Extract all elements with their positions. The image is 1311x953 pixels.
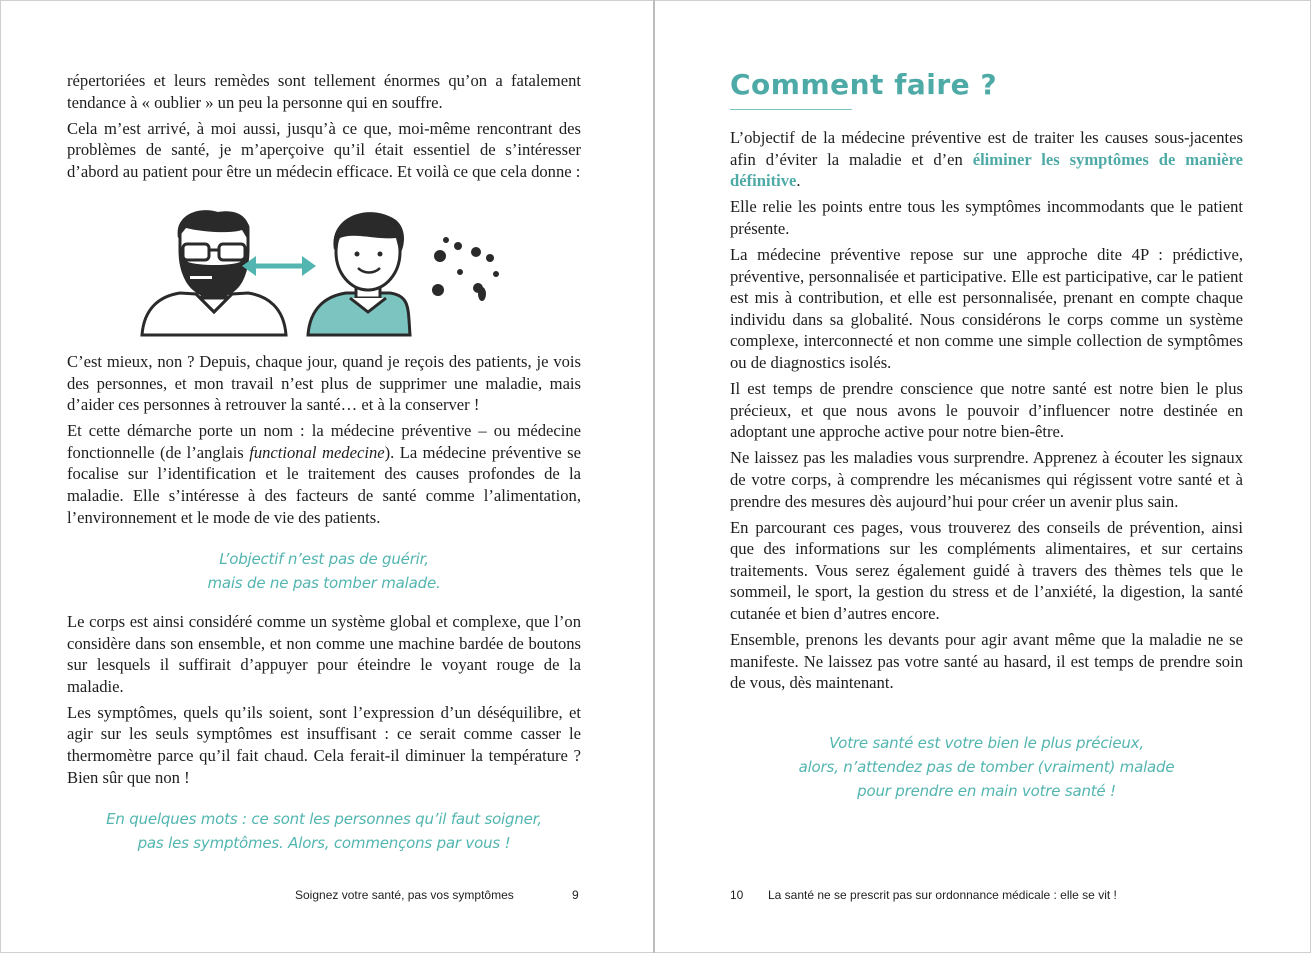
doctor-figure bbox=[142, 210, 286, 335]
paragraph: Le corps est ainsi considéré comme un système global et complexe, que l’on considère dans son ensemble, et non comme une machine bardée de boutons sur lesquels il suffirait d’appuyer pour éteindre le voyant rouge de la maladie. bbox=[67, 612, 581, 696]
quote-line: mais de ne pas tomber malade. bbox=[207, 574, 441, 592]
running-footer-title: Soignez votre santé, pas vos symptômes bbox=[295, 888, 514, 902]
text-span: L’objectif de la médecine préventive est de traiter les causes sous-jacentes afin d’éviter la maladie et d’en bbox=[730, 128, 1243, 169]
double-arrow-icon bbox=[242, 256, 316, 276]
text-span: . bbox=[796, 171, 801, 191]
left-text-top bbox=[67, 70, 581, 187]
patient-figure bbox=[308, 212, 410, 335]
paragraph: Ne laissez pas les maladies vous surprendre. Apprenez à écouter les signaux de votre corps, à comprendre les mécanismes qui régissent votre santé et à prendre des mesures dès aujourd’hui pour créer un avenir plus sain. bbox=[730, 448, 1243, 511]
paragraph: Cela m’est arrivé, à moi aussi, jusqu’à ce que, moi-même rencontrant des problèmes de santé, je m’aperçoive qu’il était essentiel de s’intéresser d’abord au patient pour être un médecin efficace. Et voilà ce que cela donne : bbox=[67, 118, 581, 181]
left-text-bottom bbox=[67, 611, 581, 793]
paragraph bbox=[67, 420, 581, 528]
paragraph: Ensemble, prenons les devants pour agir avant même que la maladie ne se manifeste. Ne laissez pas votre santé au hasard, il est temps de prendre soin de vous, dès maintenant. bbox=[730, 630, 1243, 693]
text-span: Et cette démarche porte un nom : la médecine préventive – ou médecine fonctionnelle (de l’anglais bbox=[67, 421, 581, 462]
quote-line: L’objectif n’est pas de guérir, bbox=[219, 550, 429, 568]
quote-line: Votre santé est votre bien le plus précieux, bbox=[829, 734, 1144, 752]
paragraph: La médecine préventive repose sur une approche dite 4P : prédictive, préventive, personnalisée et participative. Elle est participative, car le patient est mis à contribution, et elle est personnalisée, prenant en compte chaque individu dans sa globalité. Nous considérons le corps comme un système complexe, interconnecté et non comme une simple collection de symptômes ou de diagnostics isolés. bbox=[730, 244, 1243, 372]
paragraph: Elle relie les points entre tous les symptômes incommodants que le patient présente. bbox=[730, 197, 1243, 238]
heading-underline bbox=[730, 109, 852, 110]
pull-quote bbox=[67, 547, 581, 595]
pull-quote bbox=[730, 731, 1243, 803]
quote-line: pour prendre en main votre santé ! bbox=[857, 782, 1116, 800]
paragraph: Il est temps de prendre conscience que notre santé est notre bien le plus précieux, et que nous avons le pouvoir d’influencer notre destinée en adoptant une approche active pour notre bien-être. bbox=[730, 379, 1243, 442]
quote-line: alors, n’attendez pas de tomber (vraiment) malade bbox=[798, 758, 1175, 776]
pull-quote bbox=[67, 807, 581, 855]
italic-term: functional medecine bbox=[249, 442, 385, 462]
paragraph: C’est mieux, non ? Depuis, chaque jour, quand je reçois des patients, je vois des personnes, et mon travail n’est plus de supprimer une maladie, mais d’aider ces personnes à retrouver la santé… et à la conserver ! bbox=[67, 352, 581, 415]
left-text-middle bbox=[67, 351, 581, 533]
right-page-content bbox=[655, 0, 1311, 953]
paragraph: Les symptômes, quels qu’ils soient, sont l’expression d’un déséquilibre, et agir sur les seuls symptômes est insuffisant : ce serait comme casser le thermomètre parce qu’il fait chaud. Cela ferait-il diminuer la température ? Bien sûr que non ! bbox=[67, 702, 581, 787]
highlighted-phrase: éliminer les symptômes de manière définitive bbox=[730, 149, 1243, 191]
running-footer-title: La santé ne se prescrit pas sur ordonnance médicale : elle se vit ! bbox=[768, 888, 1117, 902]
right-text bbox=[730, 127, 1243, 698]
germs-icon bbox=[432, 237, 499, 301]
paragraph bbox=[730, 127, 1243, 192]
paragraph: En parcourant ces pages, vous trouverez des conseils de prévention, ainsi que des informations sur les compléments alimentaires, et sur certains traitements. Vous serez également guidé à travers des thèmes tels que le sommeil, le sport, la gestion du stress et de l’anxiété, la digestion, la santé cutanée et bien d’autres encore. bbox=[730, 517, 1243, 623]
text-span: ). La médecine préventive se focalise sur l’identification et le traitement des causes profondes de la maladie. Elle s’intéresse à des facteurs de santé comme l’alimentation, l’environnement et le mode de vie des patients. bbox=[67, 442, 581, 527]
quote-line: pas les symptômes. Alors, commençons par vous ! bbox=[137, 834, 511, 852]
paragraph: répertoriées et leurs remèdes sont tellement énormes qu’on a fatalement tendance à « oublier » un peu la personne qui en souffre. bbox=[67, 71, 581, 112]
section-heading: Comment faire ? bbox=[730, 68, 998, 101]
doctor-patient-illustration bbox=[140, 208, 510, 338]
page-number: 10 bbox=[730, 888, 744, 902]
page-number: 9 bbox=[572, 888, 579, 902]
quote-line: En quelques mots : ce sont les personnes qu’il faut soigner, bbox=[106, 810, 542, 828]
